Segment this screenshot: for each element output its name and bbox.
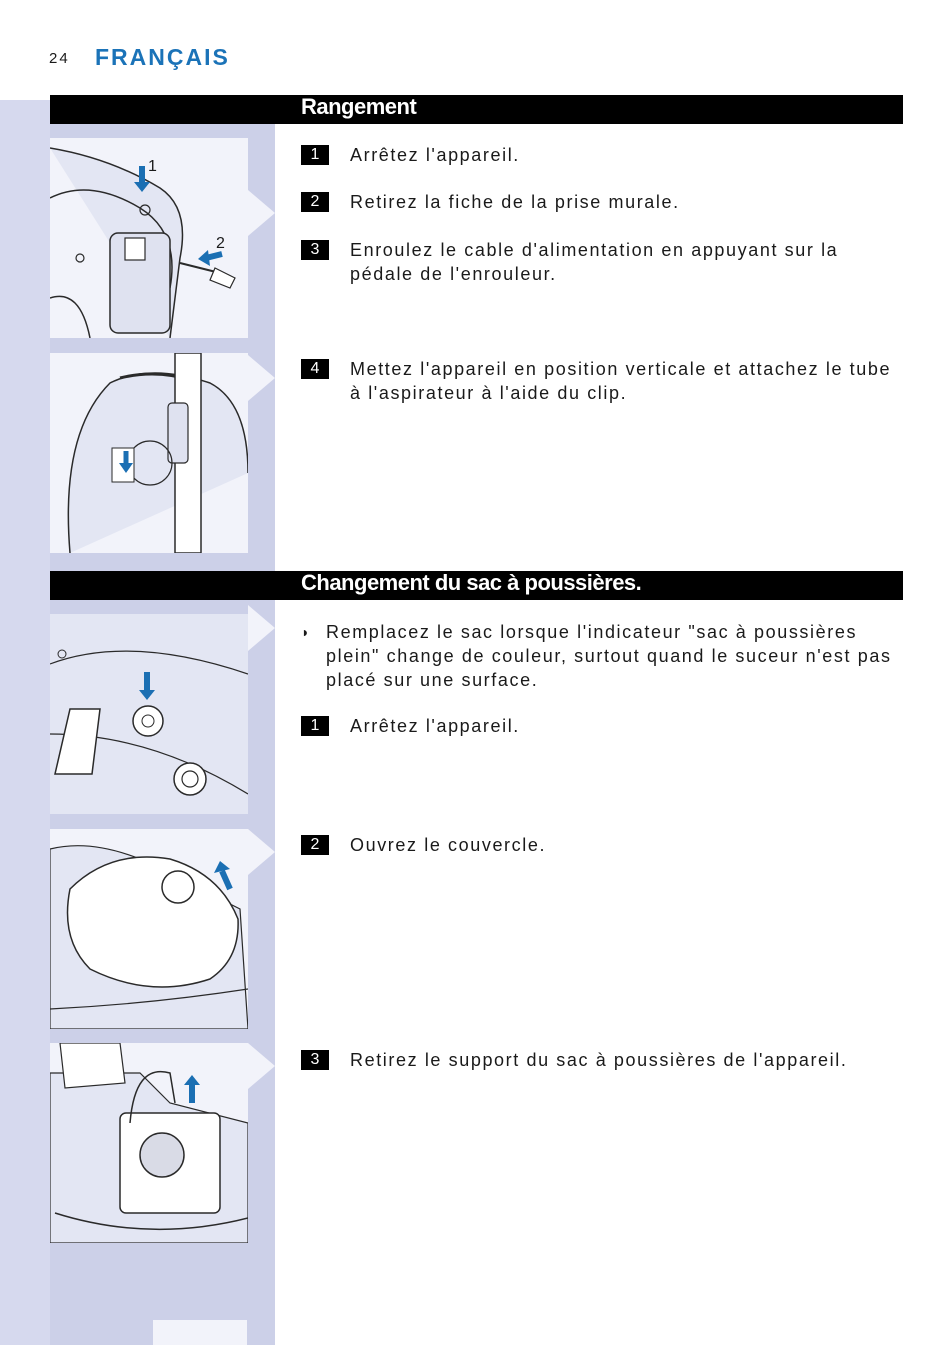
step-number: 3 [301, 240, 329, 260]
step-item [301, 1048, 901, 1072]
step-text: Enroulez le cable d'alimentation en appuyant sur la pédale de l'enrouleur. [350, 240, 839, 284]
step-item [301, 190, 901, 214]
note-text: Remplacez le sac lorsque l'indicateur "sac à poussières plein" change de couleur, surtout quand le suceur n'est pas placé sur une surface. [326, 622, 892, 690]
step-text: Mettez l'appareil en position verticale et attachez le tube à l'aspirateur à l'aide du clip. [350, 359, 892, 403]
illustration-pointer [248, 355, 275, 401]
step-number: 2 [301, 835, 329, 855]
illustration-pointer [248, 829, 275, 875]
language-heading: FRANÇAIS [95, 44, 230, 70]
step-item [301, 357, 901, 405]
step-number: 3 [301, 1050, 329, 1070]
step-number: 1 [301, 145, 329, 165]
step-number: 1 [301, 716, 329, 736]
step-text: Arrêtez l'appareil. [350, 145, 520, 165]
illustration-pointer [248, 190, 275, 236]
step-item [301, 833, 901, 857]
note-bullet [301, 620, 906, 692]
left-margin-strip [0, 100, 50, 1345]
step-number: 2 [301, 192, 329, 212]
illustration-indicator [50, 614, 248, 814]
step-item [301, 238, 901, 286]
illustration-unplug [50, 138, 248, 338]
step-text: Retirez le support du sac à poussières de l'appareil. [350, 1050, 848, 1070]
illustration-pointer [248, 1043, 275, 1089]
illustration-pointer [248, 605, 275, 651]
illustration-label-2: 2 [216, 235, 225, 252]
step-text: Retirez la fiche de la prise murale. [350, 192, 680, 212]
step-item [301, 143, 901, 167]
bottom-tab [153, 1320, 247, 1345]
step-number: 4 [301, 359, 329, 379]
step-item [301, 714, 901, 738]
section-bar-rangement [50, 95, 903, 124]
page-number: 24 [49, 50, 70, 67]
step-text: Arrêtez l'appareil. [350, 716, 520, 736]
step-text: Ouvrez le couvercle. [350, 835, 547, 855]
illustration-tube-clip [50, 353, 248, 553]
illustration-remove-holder [50, 1043, 248, 1243]
section-title-rangement: Rangement [301, 94, 417, 119]
illustration-open-cover [50, 829, 248, 1029]
bullet-icon: ◗ [301, 624, 312, 640]
illustration-label-1: 1 [148, 158, 157, 175]
section-title-dust-bag: Changement du sac à poussières. [301, 570, 642, 595]
